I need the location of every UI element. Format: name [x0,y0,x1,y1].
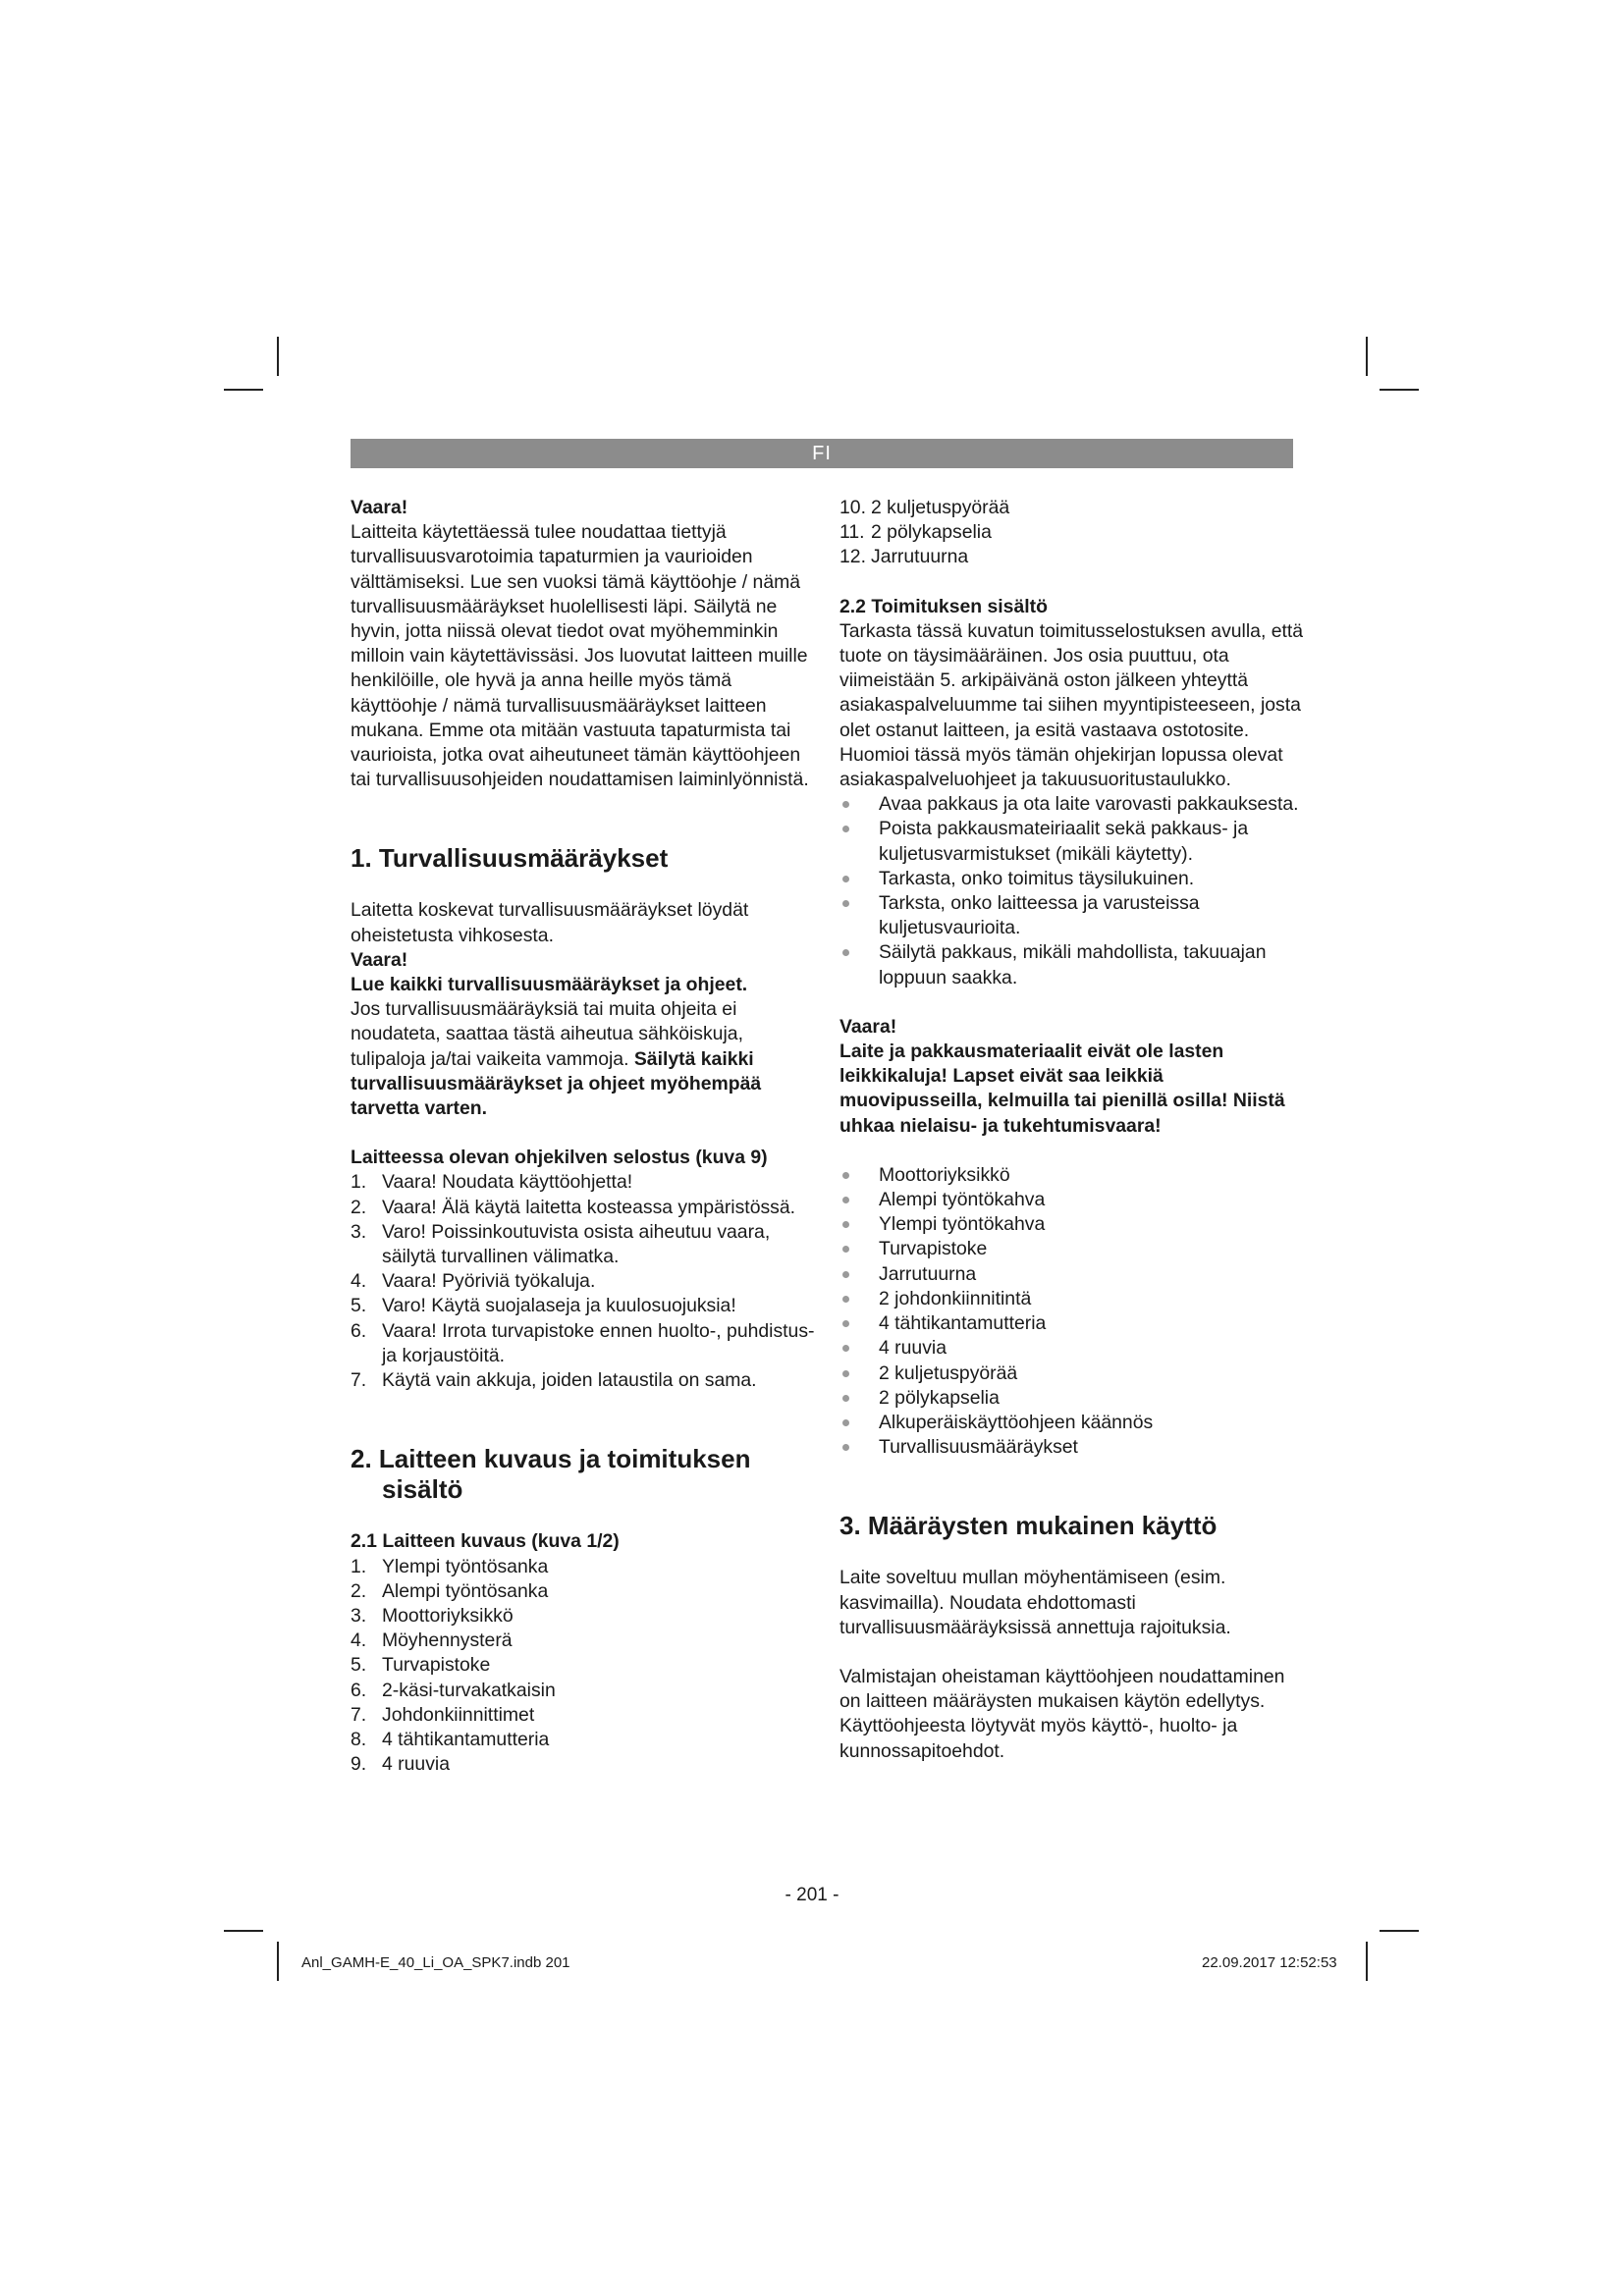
warning-text: Laitteita käytettäessä tulee noudattaa tiettyjä turvallisuusvarotoimia tapaturmien ja vaurioiden välttämiseksi. Lue sen vuoksi tämä käyttöohje / nämä turvallisuusmääräykset huolellisesti läpi. Säilytä ne hyvin, jotta niissä olevat tiedot ovat myöhemminkin milloin vain käytettävissäsi. Jos luovutat laitteen muille henkilöille, ole hyvä ja anna heille myös tämä käyttöohje / nämä turvallisuusmääräykset laitteen mukana. Emme ota mitään vastuuta tapaturmista tai vaurioista, jotka ovat aiheutuneet tämän käyttöohjeen tai turvallisuusohjeiden noudattamisen laiminlyönnistä. [351,521,809,791]
list-text: Turvapistoke [382,1654,491,1677]
section-1-bold-instruction: Lue kaikki turvallisuusmääräykset ja ohjeet. [351,974,748,996]
warning-title: Vaara! [351,497,408,518]
sign-item [351,1220,817,1269]
list-number: 2. [351,1579,367,1602]
unpacking-step: Poista pakkausmateiriaalit sekä pakkaus- ja kuljetusvarmistukset (mikäli käytetty). [839,817,1306,866]
sign-item [351,1170,817,1195]
unpacking-step: Avaa pakkaus ja ota laite varovasti pakkauksesta. [839,792,1306,817]
list-number: 2. [351,1196,367,1218]
list-number: 1. [351,1171,367,1194]
child-warning-title: Vaara! [839,1015,897,1038]
list-text: Johdonkiinnittimet [382,1703,535,1726]
list-text: 2-käsi-turvakatkaisin [382,1679,556,1701]
delivery-item: Jarrutuurna [839,1262,1306,1287]
part-item [839,520,1306,545]
sign-item [351,1294,817,1318]
section-1-heading: 1. Turvallisuusmääräykset [351,843,669,874]
delivery-item: 2 johdonkiinnitintä [839,1287,1306,1311]
crop-mark [1380,1930,1419,1932]
part-item [351,1752,817,1777]
delivery-item: 2 kuljetuspyörää [839,1362,1306,1386]
list-text: Möyhennysterä [382,1629,513,1652]
delivery-item: 4 ruuvia [839,1336,1306,1361]
list-number: 1. [351,1555,367,1577]
list-number: 11. [839,521,865,544]
right-column [839,496,1306,1764]
list-number: 8. [351,1728,367,1750]
delivery-item: Turvapistoke [839,1237,1306,1261]
part-item [351,1728,817,1752]
list-text: Vaara! Pyöriviä työkaluja. [382,1270,596,1293]
unpacking-steps-list [839,792,1306,990]
list-text: 4 tähtikantamutteria [382,1728,550,1750]
list-number: 10. [839,497,866,518]
delivery-item: Ylempi työntökahva [839,1212,1306,1237]
crop-mark [1380,389,1419,391]
part-item [351,1579,817,1604]
list-number: 5. [351,1654,367,1677]
delivery-contents-list [839,1163,1306,1460]
crop-mark [277,1942,279,1981]
list-text: Käytä vain akkuja, joiden lataustila on sama. [382,1369,757,1392]
section-2-2-heading: 2.2 Toimituksen sisältö [839,595,1048,617]
list-number: 6. [351,1319,367,1342]
list-text: Ylempi työntösanka [382,1555,549,1577]
section-2-1-heading: 2.1 Laitteen kuvaus (kuva 1/2) [351,1530,620,1553]
list-text: 4 ruuvia [382,1753,450,1776]
list-number: 6. [351,1679,367,1701]
delivery-item: Alempi työntökahva [839,1188,1306,1212]
list-text: Moottoriyksikkö [382,1604,514,1627]
delivery-item: 4 tähtikantamutteria [839,1311,1306,1336]
part-item [351,1703,817,1728]
section-2-heading: 2. Laitteen kuvaus ja toimituksen sisältö [351,1444,751,1505]
delivery-item: 2 pölykapselia [839,1386,1306,1411]
crop-mark [224,1930,263,1932]
part-item [839,496,1306,520]
list-text: Jarrutuurna [871,546,969,568]
unpacking-step: Tarksta, onko laitteessa ja varusteissa kuljetusvaurioita. [839,891,1306,940]
part-item [351,1555,817,1579]
child-warning-text: Laite ja pakkausmateriaalit eivät ole lasten leikkikaluja! Lapset eivät saa leikkiä muovipusseilla, kelmuilla tai pienillä osilla! Niistä uhkaa nielaisu- ja tukehtumisvaara! [839,1041,1285,1137]
delivery-item: Alkuperäiskäyttöohjeen käännös [839,1411,1306,1435]
unpacking-step: Säilytä pakkaus, mikäli mahdollista, takuuajan loppuun saakka. [839,940,1306,989]
list-text: 2 kuljetuspyörää [871,497,1010,518]
part-item [351,1629,817,1653]
parts-list-continued [839,496,1306,570]
delivery-item: Moottoriyksikkö [839,1163,1306,1188]
part-item [351,1679,817,1703]
unpacking-step: Tarkasta, onko toimitus täysilukuinen. [839,867,1306,891]
section-3-paragraph-1: Laite soveltuu mullan möyhentämiseen (esim. kasvimailla). Noudata ehdottomasti turvallisuusmääräyksissä annettuja rajoituksia. [839,1567,1231,1638]
section-1-intro: Laitetta koskevat turvallisuusmääräykset löydät oheistetusta vihkosesta. [351,899,749,946]
section-1-text: Jos turvallisuusmääräyksiä tai muita ohjeita ei noudateta, saattaa tästä aiheutua sähköiskuja, tulipaloja ja/tai vaikeita vammoja. Säilytä kaikki turvallisuusmääräykset ja ohjeet myöhempää tarvetta varten. [351,998,762,1120]
sign-item [351,1196,817,1220]
footer-filename: Anl_GAMH-E_40_Li_OA_SPK7.indb 201 [301,1954,570,1971]
list-number: 5. [351,1295,367,1317]
footer-timestamp: 22.09.2017 12:52:53 [1202,1954,1337,1971]
list-text: 2 pölykapselia [871,521,992,544]
section-3-heading: 3. Määräysten mukainen käyttö [839,1511,1218,1541]
sign-item [351,1368,817,1393]
list-text: Varo! Poissinkoutuvista osista aiheutuu vaara, säilytä turvallinen välimatka. [382,1220,771,1268]
delivery-item: Turvallisuusmääräykset [839,1435,1306,1460]
list-number: 9. [351,1753,367,1776]
part-item [351,1653,817,1678]
list-number: 3. [351,1220,367,1243]
list-number: 4. [351,1270,367,1293]
language-header-bar: FI [351,439,1293,468]
part-item [351,1604,817,1629]
list-number: 12. [839,546,866,568]
section-3-paragraph-2: Valmistajan oheistaman käyttöohjeen noudattaminen on laitteen määräysten mukaisen käytön edellytys. Käyttöohjeesta löytyvät myös käyttö-, huolto- ja kunnossapitoehdot. [839,1665,1285,1762]
list-text: Vaara! Älä käytä laitetta kosteassa ympäristössä. [382,1196,796,1218]
sign-explanation-heading: Laitteessa olevan ohjekilven selostus (kuva 9) [351,1147,768,1169]
list-text: Varo! Käytä suojalaseja ja kuulosuojuksia! [382,1295,736,1317]
crop-mark [1366,1942,1368,1981]
crop-mark [277,337,279,376]
sign-item [351,1269,817,1294]
sign-item [351,1319,817,1368]
list-text: Alempi työntösanka [382,1579,549,1602]
section-2-2-text: Tarkasta tässä kuvatun toimitusselostuksen avulla, että tuote on täysimääräinen. Jos osia puuttuu, ota viimeistään 5. arkipäivänä oston jälkeen yhteyttä asiakaspalveluumme tai siihen myyntipisteeseen, josta olet ostanut laitteen, ja esitä vastaava ostotosite. Huomioi tässä myös tämän ohjekirjan lopussa olevat asiakaspalveluohjeet ja takuusuoritustaulukko. [839,619,1304,791]
list-text: Vaara! Noudata käyttöohjetta! [382,1171,633,1194]
crop-mark [224,389,263,391]
list-text: Vaara! Irrota turvapistoke ennen huolto-, puhdistus- ja korjaustöitä. [382,1319,815,1366]
sign-explanation-list [351,1170,817,1393]
left-column [351,496,817,1777]
crop-mark [1366,337,1368,376]
section-1-warning: Vaara! [351,948,408,971]
list-number: 7. [351,1703,367,1726]
page-number: - 201 - [785,1885,839,1905]
part-item [839,545,1306,569]
list-number: 4. [351,1629,367,1652]
list-number: 3. [351,1604,367,1627]
parts-list [351,1555,817,1778]
list-number: 7. [351,1369,367,1392]
